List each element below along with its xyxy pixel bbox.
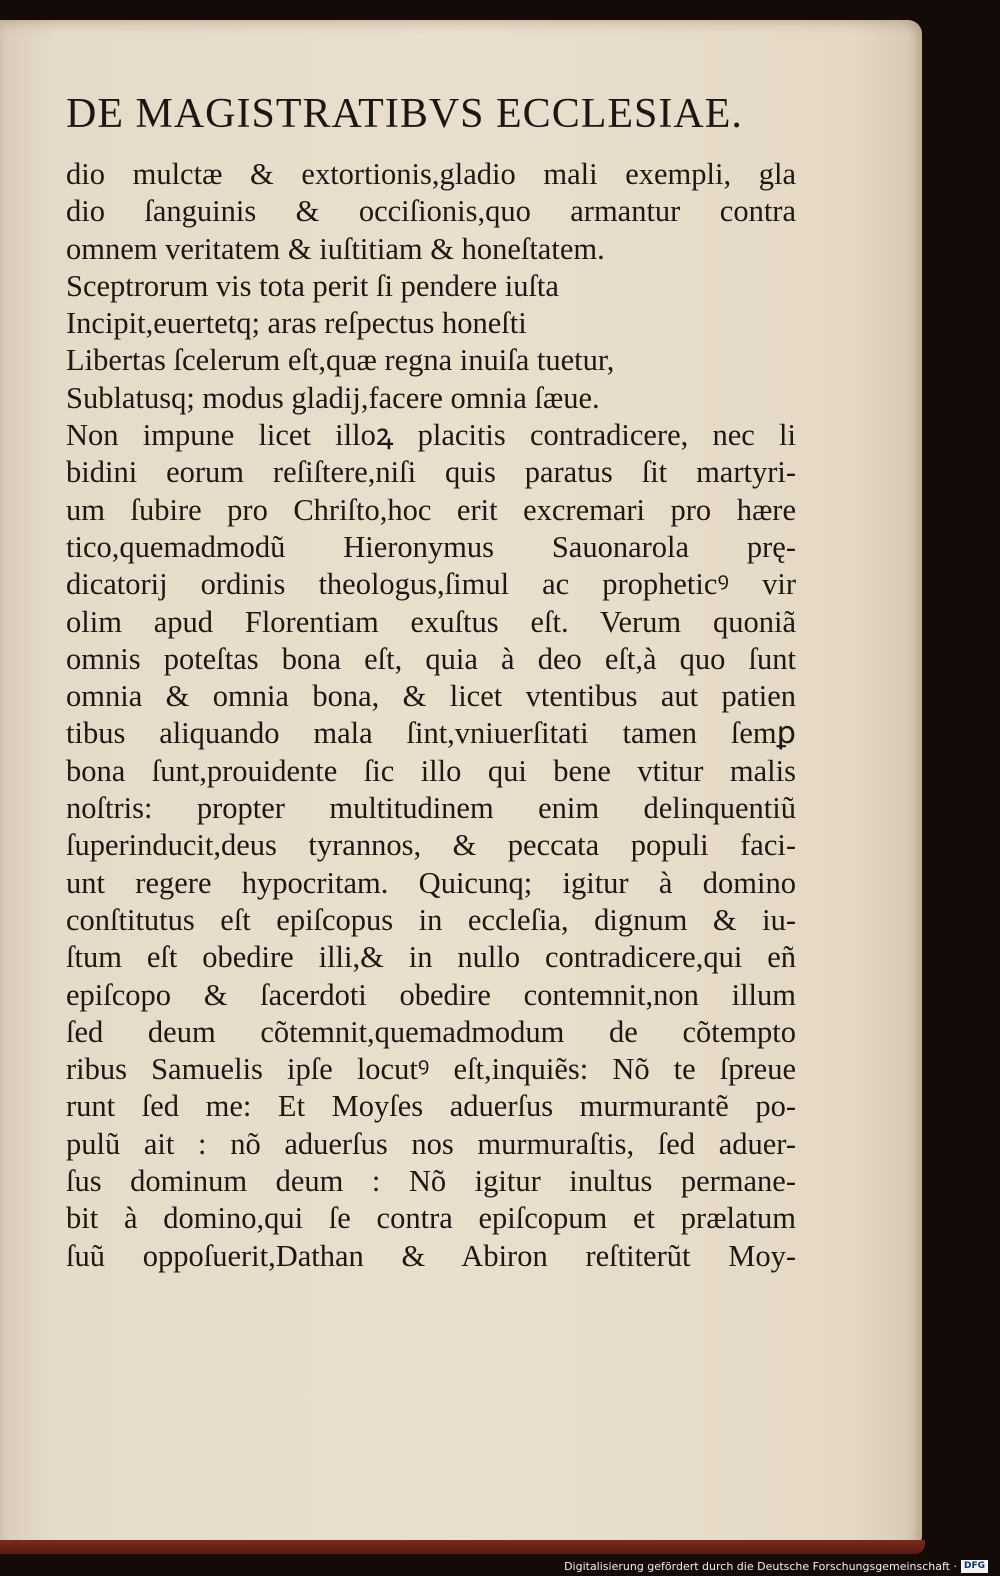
text-line: dio mulctæ & extortionis,gladio mali exempli, gla [66, 157, 796, 191]
book-page [0, 20, 922, 1550]
digitization-credit [564, 1560, 988, 1573]
text-line: Sublatusq; modus gladij,facere omnia ſæue. [66, 380, 600, 415]
text-line: Sceptrorum vis tota perit ſi pendere iuſta [66, 268, 559, 303]
text-line: omnia & omnia bona, & licet vtentibus aut patien [66, 679, 796, 714]
text-line: bona ſunt,prouidente ſic illo qui bene vtitur malis [66, 753, 796, 788]
text-line: Incipit,euertetq; aras reſpectus honeſti [66, 306, 527, 341]
text-line: epiſcopo & ſacerdoti obedire contemnit,non illum [66, 977, 796, 1012]
text-line: Non impune licet illoꝝ placitis contradicere, nec li [66, 418, 796, 453]
page-bottom-edge [0, 1540, 925, 1554]
text-line: unt regere hypocritam. Quicunq; igitur à domino [66, 865, 796, 900]
text-line: ſed deum cõtemnit,quemadmodum de cõtempto [66, 1014, 796, 1049]
text-line: dicatorij ordinis theologus,ſimul ac propheticꝰ vir [66, 567, 796, 602]
text-line: ribus Samuelis ipſe locutꝰ eſt,inquiẽs: Nõ te ſpreue [66, 1052, 796, 1087]
text-line: pulũ ait : nõ aduerſus nos murmuraſtis, ſed aduer- [66, 1126, 796, 1161]
text-line: ſus dominum deum : Nõ igitur inultus permane- [66, 1164, 796, 1199]
credit-text: Digitalisierung gefördert durch die Deutsche Forschungsgemeinschaft · [564, 1560, 957, 1573]
text-line: olim apud Florentiam exuſtus eſt. Verum quoniã [66, 604, 796, 639]
text-line: dio ſanguinis & occiſionis,quo armantur contra [66, 194, 796, 229]
text-line: noſtris: propter multitudinem enim delinquentiũ [66, 791, 796, 826]
text-line: um ſubire pro Chriſto,hoc erit excremari pro hære [66, 492, 796, 527]
text-line: tico,quemadmodũ Hieronymus Sauonarola prę- [66, 529, 796, 564]
text-line: Libertas ſcelerum eſt,quæ regna inuiſa tuetur, [66, 343, 615, 378]
page-body-text [66, 156, 796, 1275]
text-line: ſuũ oppoſuerit,Dathan & Abiron reſtiterũt Moy- [66, 1238, 796, 1273]
text-line: ſuperinducit,deus tyrannos, & peccata populi faci- [66, 828, 796, 863]
text-line: omnis poteſtas bona eſt, quia à deo eſt,à quo ſunt [66, 641, 796, 676]
dfg-logo: DFG [961, 1560, 988, 1573]
text-line: bit à domino,qui ſe contra epiſcopum et prælatum [66, 1201, 796, 1236]
text-line: omnem veritatem & iuſtitiam & honeſtatem. [66, 231, 605, 266]
text-line: conſtitutus eſt epiſcopus in eccleſia, dignum & iu- [66, 902, 796, 937]
text-line: ſtum eſt obedire illi,& in nullo contradicere,qui eñ [66, 940, 796, 975]
text-line: runt ſed me: Et Moyſes aduerſus murmurantẽ po- [66, 1089, 796, 1124]
text-line: bidini eorum reſiſtere,niſi quis paratus ſit martyri- [66, 455, 796, 490]
page-heading: DE MAGISTRATIBVS ECCLESIAE. [66, 91, 743, 137]
text-line: tibus aliquando mala ſint,vniuerſitati tamen ſemꝑ [66, 716, 796, 751]
